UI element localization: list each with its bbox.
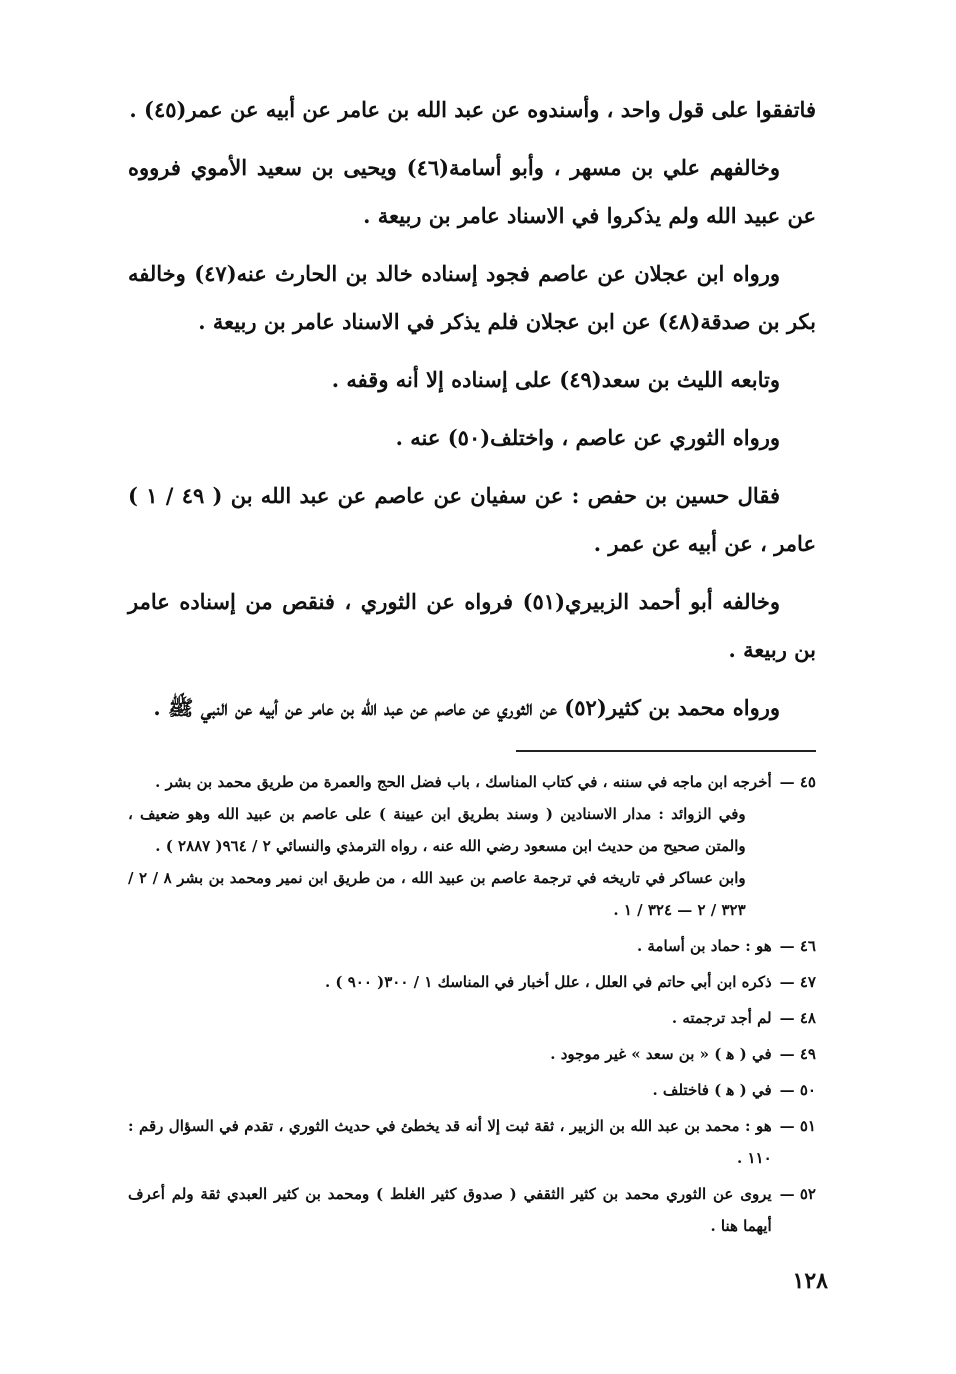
footnote-number: ٥٢ —: [779, 1185, 816, 1203]
footnote-number: ٥١ —: [779, 1117, 816, 1135]
paragraph: ورواه ابن عجلان عن عاصم فجود إسناده خالد بن الحارث عنه(٤٧) وخالفه بكر بن صدقة(٤٨) عن ابن عجلان فلم يذكر في الاسناد عامر بن ربيعة .: [128, 261, 816, 334]
footnote-body: [128, 930, 772, 962]
footnote-text: وفي الزوائد : مدار الاسنادين ( وسند بطريق ابن عيينة ) على عاصم بن عبيد الله وهو ضعيف ، والمتن صحيح من حديث ابن مسعود رضي الله عنه ، رواه الترمذي والنسائي ٢ / ٩٦٤( ٢٨٨٧ ) .: [128, 805, 746, 855]
footnote-number: ٤٧ —: [779, 973, 816, 991]
main-text: [128, 86, 816, 732]
paragraph: وخالفهم علي بن مسهر ، وأبو أسامة(٤٦) ويحيى بن سعيد الأموي فرووه عن عبيد الله ولم يذكروا في الاسناد عامر بن ربيعة .: [128, 155, 816, 228]
paragraph: ورواه الثوري عن عاصم ، واختلف(٥٠) عنه .: [395, 425, 780, 450]
footnote-text: هو : محمد بن عبد الله بن الزبير ، ثقة ثبت إلا أنه قد يخطئ في حديث الثوري ، تقدم في السؤال رقم : ١١٠ .: [128, 1117, 772, 1167]
footnote-number: ٤٦ —: [779, 937, 816, 955]
footnote-body: [128, 1074, 772, 1106]
footnote-body: [128, 1002, 772, 1034]
paragraph: وخالفه أبو أحمد الزبيري(٥١) فرواه عن الثوري ، فنقص من إسناده عامر بن ربيعة .: [128, 589, 816, 662]
footnote-body: [128, 1178, 772, 1242]
footnote-body: [128, 766, 772, 926]
footnote-body: [128, 1110, 772, 1174]
footnote-45: [128, 766, 816, 926]
footnote-text: يروى عن الثوري محمد بن كثير الثقفي ( صدوق كثير الغلط ) ومحمد بن كثير العبدي ثقة ولم أعرف أيهما هنا .: [128, 1185, 772, 1235]
footnote-body: [128, 966, 772, 998]
footnote-text: في ( ﻫ ) « بن سعد » غير موجود .: [550, 1045, 772, 1063]
footnote-51: [128, 1110, 816, 1174]
page-number: ١٢٨: [792, 1268, 828, 1294]
footnote-52: [128, 1178, 816, 1242]
paragraph: وتابعه الليث بن سعد(٤٩) على إسناده إلا أنه وقفه .: [331, 367, 780, 392]
footnote-50: [128, 1074, 816, 1106]
footnote-number: ٤٩ —: [779, 1045, 816, 1063]
footnote-text: أخرجه ابن ماجه في سننه ، في كتاب المناسك ، باب فضل الحج والعمرة من طريق محمد بن بشر .: [155, 773, 772, 791]
footnote-47: [128, 966, 816, 998]
footnote-number: ٤٥ —: [779, 773, 816, 791]
footnote-body: [128, 1038, 772, 1070]
footnote-text: ذكره ابن أبي حاتم في العلل ، علل أخبار في المناسك ١ / ٣٠٠( ٩٠٠ ) .: [324, 973, 772, 991]
footnote-46: [128, 930, 816, 962]
footnote-text: لم أجد ترجمته .: [671, 1009, 772, 1027]
footnote-number: ٤٨ —: [779, 1009, 816, 1027]
paragraph: ورواه محمد بن كثير(٥٢) عن الثوري عن عاصم عن عبد الله بن عامر عن أبيه عن النبي ﷺ .: [153, 695, 780, 720]
footnotes-list: [128, 766, 816, 1242]
paragraph: فقال حسين بن حفص : عن سفيان عن عاصم عن عبد الله بن ( ٤٩ / ١ ) عامر ، عن أبيه عن عمر .: [128, 483, 816, 556]
footnote-49: [128, 1038, 816, 1070]
footnote-text: وابن عساكر في تاريخه في ترجمة عاصم بن عبيد الله ، من طريق ابن نمير ومحمد بن بشر ٨ / ٢ / ٣٢٣ / ٢ — ٣٢٤ / ١ .: [128, 869, 746, 919]
footnote-number: ٥٠ —: [779, 1081, 816, 1099]
footnote-text: في ( ﻫ ) فاختلف .: [652, 1081, 772, 1099]
paragraph: فاتفقوا على قول واحد ، وأسندوه عن عبد الله بن عامر عن أبيه عن عمر(٤٥) .: [129, 97, 816, 122]
footnote-divider: [516, 750, 816, 752]
footnote-48: [128, 1002, 816, 1034]
footnote-text: هو : حماد بن أسامة .: [636, 937, 772, 955]
